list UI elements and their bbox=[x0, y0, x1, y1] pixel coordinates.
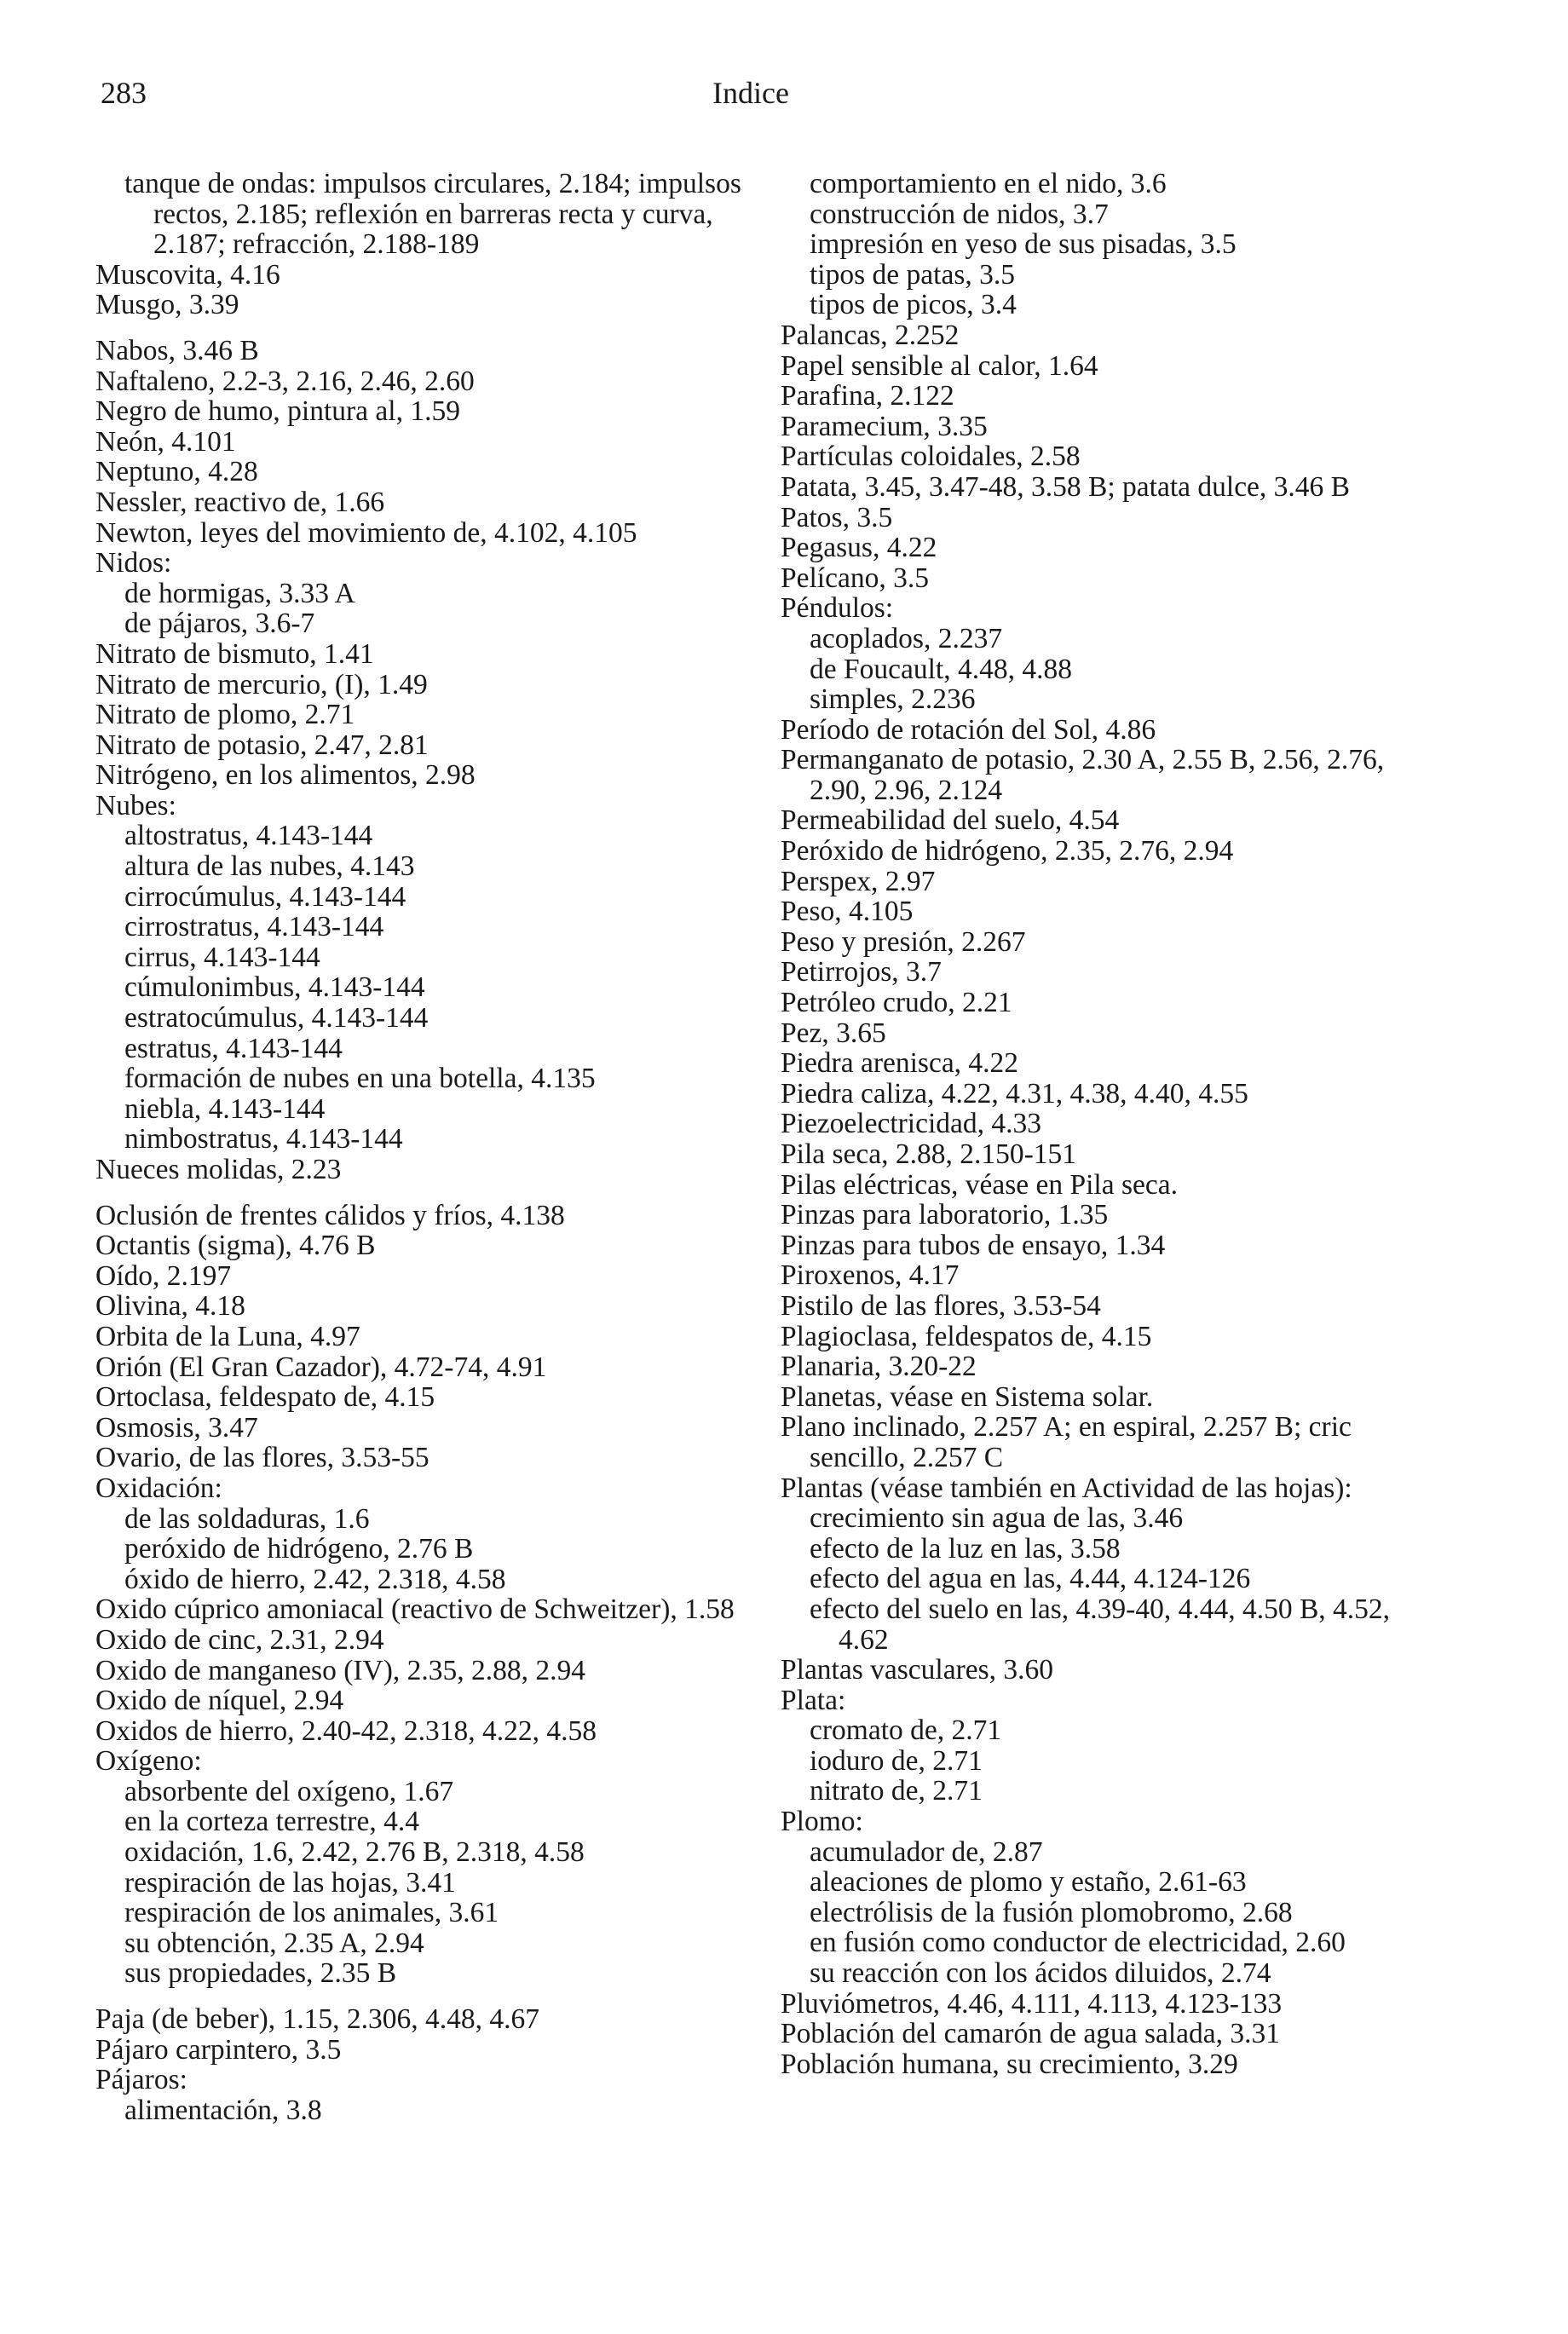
index-entry: Peso y presión, 2.267 bbox=[781, 925, 1026, 958]
index-subentry: su reacción con los ácidos diluidos, 2.74 bbox=[810, 1957, 1271, 1990]
index-entry: Oclusión de frentes cálidos y fríos, 4.138 bbox=[95, 1199, 565, 1231]
index-entry: Newton, leyes del movimiento de, 4.102, 4.105 bbox=[95, 516, 637, 549]
index-subentry: sus propiedades, 2.35 B bbox=[124, 1957, 397, 1990]
index-entry: Perspex, 2.97 bbox=[781, 865, 936, 897]
index-subentry: electrólisis de la fusión plomobromo, 2.68 bbox=[810, 1896, 1293, 1928]
index-entry: Orbita de la Luna, 4.97 bbox=[95, 1320, 360, 1352]
index-subentry: cúmulonimbus, 4.143-144 bbox=[124, 971, 425, 1004]
index-entry: Oído, 2.197 bbox=[95, 1259, 232, 1292]
index-column-left bbox=[95, 169, 752, 2125]
index-entry: Pistilo de las flores, 3.53-54 bbox=[781, 1289, 1101, 1322]
index-entry: Piedra arenisca, 4.22 bbox=[781, 1047, 1019, 1080]
index-subentry: respiración de los animales, 3.61 bbox=[124, 1897, 499, 1929]
index-entry: Papel sensible al calor, 1.64 bbox=[781, 349, 1098, 382]
index-subentry: óxido de hierro, 2.42, 2.318, 4.58 bbox=[124, 1563, 506, 1595]
index-subentry: tipos de patas, 3.5 bbox=[810, 258, 1015, 291]
index-entry: Oxidación: bbox=[95, 1472, 222, 1504]
index-subentry: tipos de picos, 3.4 bbox=[810, 289, 1017, 321]
index-subentry: efecto del suelo en las, 4.39-40, 4.44, 4.50 B, 4.52, 4.62 bbox=[810, 1593, 1391, 1656]
index-subentry: absorbente del oxígeno, 1.67 bbox=[124, 1775, 454, 1807]
index-entry: Nitrato de potasio, 2.47, 2.81 bbox=[95, 729, 429, 761]
index-subentry: estratocúmulus, 4.143-144 bbox=[124, 1002, 429, 1034]
index-subentry: alimentación, 3.8 bbox=[124, 2094, 322, 2126]
index-subentry: de pájaros, 3.6-7 bbox=[124, 608, 315, 640]
index-entry: Ovario, de las flores, 3.53-55 bbox=[95, 1442, 429, 1474]
index-subentry: cirrostratus, 4.143-144 bbox=[124, 911, 384, 943]
index-entry: Pez, 3.65 bbox=[781, 1017, 886, 1049]
index-entry: Piezoelectricidad, 4.33 bbox=[781, 1108, 1042, 1140]
index-entry: Nueces molidas, 2.23 bbox=[95, 1154, 342, 1185]
index-entry: Pelícano, 3.5 bbox=[781, 562, 929, 594]
index-subentry: formación de nubes en una botella, 4.135 bbox=[124, 1063, 596, 1095]
index-entry: Período de rotación del Sol, 4.86 bbox=[781, 713, 1156, 746]
index-entry: Orión (El Gran Cazador), 4.72-74, 4.91 bbox=[95, 1351, 547, 1383]
index-entry: Pila seca, 2.88, 2.150-151 bbox=[781, 1138, 1077, 1170]
index-subentry: de Foucault, 4.48, 4.88 bbox=[810, 653, 1072, 685]
index-subentry: crecimiento sin agua de las, 3.46 bbox=[810, 1502, 1184, 1535]
index-entry: Piroxenos, 4.17 bbox=[781, 1259, 960, 1292]
index-entry: Pinzas para laboratorio, 1.35 bbox=[781, 1199, 1109, 1231]
index-subentry: cirrocúmulus, 4.143-144 bbox=[124, 880, 406, 913]
index-entry: Pluviómetros, 4.46, 4.111, 4.113, 4.123-133 bbox=[781, 1987, 1283, 2020]
index-entry: Permanganato de potasio, 2.30 A, 2.55 B, 2.56, 2.76, 2.90, 2.96, 2.124 bbox=[781, 744, 1385, 806]
index-entry: Nubes: bbox=[95, 789, 176, 821]
index-entry: Plata: bbox=[781, 1684, 846, 1716]
index-entry: Piedra caliza, 4.22, 4.31, 4.38, 4.40, 4.55 bbox=[781, 1077, 1248, 1109]
index-subentry: impresión en yeso de sus pisadas, 3.5 bbox=[810, 228, 1237, 261]
index-entry: Plagioclasa, feldespatos de, 4.15 bbox=[781, 1320, 1152, 1352]
index-entry: Oxido de cinc, 2.31, 2.94 bbox=[95, 1623, 384, 1656]
index-entry: Pegasus, 4.22 bbox=[781, 532, 937, 564]
index-entry: Nessler, reactivo de, 1.66 bbox=[95, 486, 385, 518]
index-entry: Nitrato de bismuto, 1.41 bbox=[95, 637, 374, 670]
index-entry: Plano inclinado, 2.257 A; en espiral, 2.257 B; cric sencillo, 2.257 C bbox=[781, 1411, 1352, 1473]
index-entry: Pilas eléctricas, véase en Pila seca. bbox=[781, 1168, 1179, 1201]
index-subentry: efecto de la luz en las, 3.58 bbox=[810, 1532, 1121, 1565]
index-subentry: altura de las nubes, 4.143 bbox=[124, 850, 415, 883]
index-entry: Oxígeno: bbox=[95, 1745, 202, 1778]
index-subentry: respiración de las hojas, 3.41 bbox=[124, 1866, 456, 1899]
index-subentry: estratus, 4.143-144 bbox=[124, 1032, 343, 1064]
index-subentry: cirrus, 4.143-144 bbox=[124, 941, 320, 973]
index-entry: Nitrato de mercurio, (I), 1.49 bbox=[95, 668, 428, 700]
index-entry: Oxido de níquel, 2.94 bbox=[95, 1685, 344, 1717]
index-entry: Nitrógeno, en los alimentos, 2.98 bbox=[95, 759, 476, 792]
index-entry: Neptuno, 4.28 bbox=[95, 456, 258, 488]
index-entry: Plantas (véase también en Actividad de las hojas): bbox=[781, 1472, 1352, 1504]
index-entry: Nabos, 3.46 B bbox=[95, 334, 259, 366]
index-subentry: cromato de, 2.71 bbox=[810, 1714, 1002, 1747]
index-entry: Oxido cúprico amoniacal (reactivo de Schweitzer), 1.58 bbox=[95, 1593, 735, 1626]
index-entry: Peso, 4.105 bbox=[781, 896, 914, 928]
index-entry: Muscovita, 4.16 bbox=[95, 258, 280, 291]
index-subentry: aleaciones de plomo y estaño, 2.61-63 bbox=[810, 1866, 1247, 1899]
index-entry: Pájaros: bbox=[95, 2064, 187, 2096]
index-entry: Pájaro carpintero, 3.5 bbox=[95, 2033, 342, 2066]
index-column-right bbox=[781, 169, 1428, 2079]
index-entry: Osmosis, 3.47 bbox=[95, 1411, 258, 1444]
index-entry: Población del camarón de agua salada, 3.31 bbox=[781, 2018, 1281, 2050]
index-entry: Paramecium, 3.35 bbox=[781, 410, 988, 442]
index-entry: Patos, 3.5 bbox=[781, 501, 893, 533]
index-subentry: de hormigas, 3.33 A bbox=[124, 577, 355, 609]
index-entry: Oxido de manganeso (IV), 2.35, 2.88, 2.94 bbox=[95, 1654, 585, 1686]
index-entry: Parafina, 2.122 bbox=[781, 380, 954, 412]
index-subentry: efecto del agua en las, 4.44, 4.124-126 bbox=[810, 1563, 1251, 1595]
index-entry: Patata, 3.45, 3.47-48, 3.58 B; patata dulce, 3.46 B bbox=[781, 470, 1351, 503]
index-subentry: niebla, 4.143-144 bbox=[124, 1092, 326, 1125]
index-subentry: simples, 2.236 bbox=[810, 683, 976, 716]
index-entry: Plomo: bbox=[781, 1806, 863, 1838]
index-subentry: ioduro de, 2.71 bbox=[810, 1744, 983, 1777]
index-entry: Nitrato de plomo, 2.71 bbox=[95, 699, 355, 731]
index-subentry: oxidación, 1.6, 2.42, 2.76 B, 2.318, 4.58 bbox=[124, 1836, 585, 1869]
index-entry: Petirrojos, 3.7 bbox=[781, 956, 942, 988]
index-subentry: en fusión como conductor de electricidad, 2.60 bbox=[810, 1927, 1346, 1959]
index-entry: Péndulos: bbox=[781, 592, 894, 625]
index-entry: Palancas, 2.252 bbox=[781, 319, 960, 351]
index-entry: Plantas vasculares, 3.60 bbox=[781, 1654, 1054, 1686]
index-subentry: en la corteza terrestre, 4.4 bbox=[124, 1806, 419, 1838]
index-entry: Octantis (sigma), 4.76 B bbox=[95, 1230, 376, 1262]
index-entry: Ortoclasa, feldespato de, 4.15 bbox=[95, 1381, 435, 1414]
index-entry: Negro de humo, pintura al, 1.59 bbox=[95, 395, 460, 428]
index-subentry: peróxido de hidrógeno, 2.76 B bbox=[124, 1533, 474, 1565]
index-entry: Nidos: bbox=[95, 547, 172, 579]
index-entry: Peróxido de hidrógeno, 2.35, 2.76, 2.94 bbox=[781, 835, 1234, 867]
index-entry: Pinzas para tubos de ensayo, 1.34 bbox=[781, 1229, 1166, 1261]
index-entry: Población humana, su crecimiento, 3.29 bbox=[781, 2048, 1238, 2080]
index-subentry: nimbostratus, 4.143-144 bbox=[124, 1123, 403, 1155]
index-subentry: altostratus, 4.143-144 bbox=[124, 820, 373, 852]
index-subentry: de las soldaduras, 1.6 bbox=[124, 1502, 370, 1535]
page-number: 283 bbox=[101, 76, 147, 110]
index-subentry: acumulador de, 2.87 bbox=[810, 1836, 1043, 1868]
index-entry: Partículas coloidales, 2.58 bbox=[781, 441, 1081, 473]
index-subentry: construcción de nidos, 3.7 bbox=[810, 198, 1109, 230]
index-entry: Naftaleno, 2.2-3, 2.16, 2.46, 2.60 bbox=[95, 365, 475, 397]
index-entry: Petróleo crudo, 2.21 bbox=[781, 987, 1012, 1019]
index-subentry: nitrato de, 2.71 bbox=[810, 1775, 983, 1807]
index-entry: Musgo, 3.39 bbox=[95, 289, 239, 321]
index-entry: Paja (de beber), 1.15, 2.306, 4.48, 4.67 bbox=[95, 2003, 540, 2036]
index-subentry: su obtención, 2.35 A, 2.94 bbox=[124, 1927, 424, 1959]
index-entry: Planetas, véase en Sistema solar. bbox=[781, 1380, 1154, 1413]
index-entry: Permeabilidad del suelo, 4.54 bbox=[781, 804, 1120, 837]
index-subentry: comportamiento en el nido, 3.6 bbox=[810, 168, 1167, 199]
index-subentry: tanque de ondas: impulsos circulares, 2.184; impulsos rectos, 2.185; reflexión en barreras recta y curva, 2.187; refracción, 2.188-189 bbox=[124, 168, 741, 261]
index-subentry: acoplados, 2.237 bbox=[810, 622, 1003, 654]
running-head: Indice bbox=[712, 76, 789, 110]
index-entry: Olivina, 4.18 bbox=[95, 1290, 245, 1323]
index-entry: Neón, 4.101 bbox=[95, 425, 236, 458]
index-entry: Planaria, 3.20-22 bbox=[781, 1351, 977, 1383]
index-entry: Oxidos de hierro, 2.40-42, 2.318, 4.22, 4.58 bbox=[95, 1714, 597, 1747]
